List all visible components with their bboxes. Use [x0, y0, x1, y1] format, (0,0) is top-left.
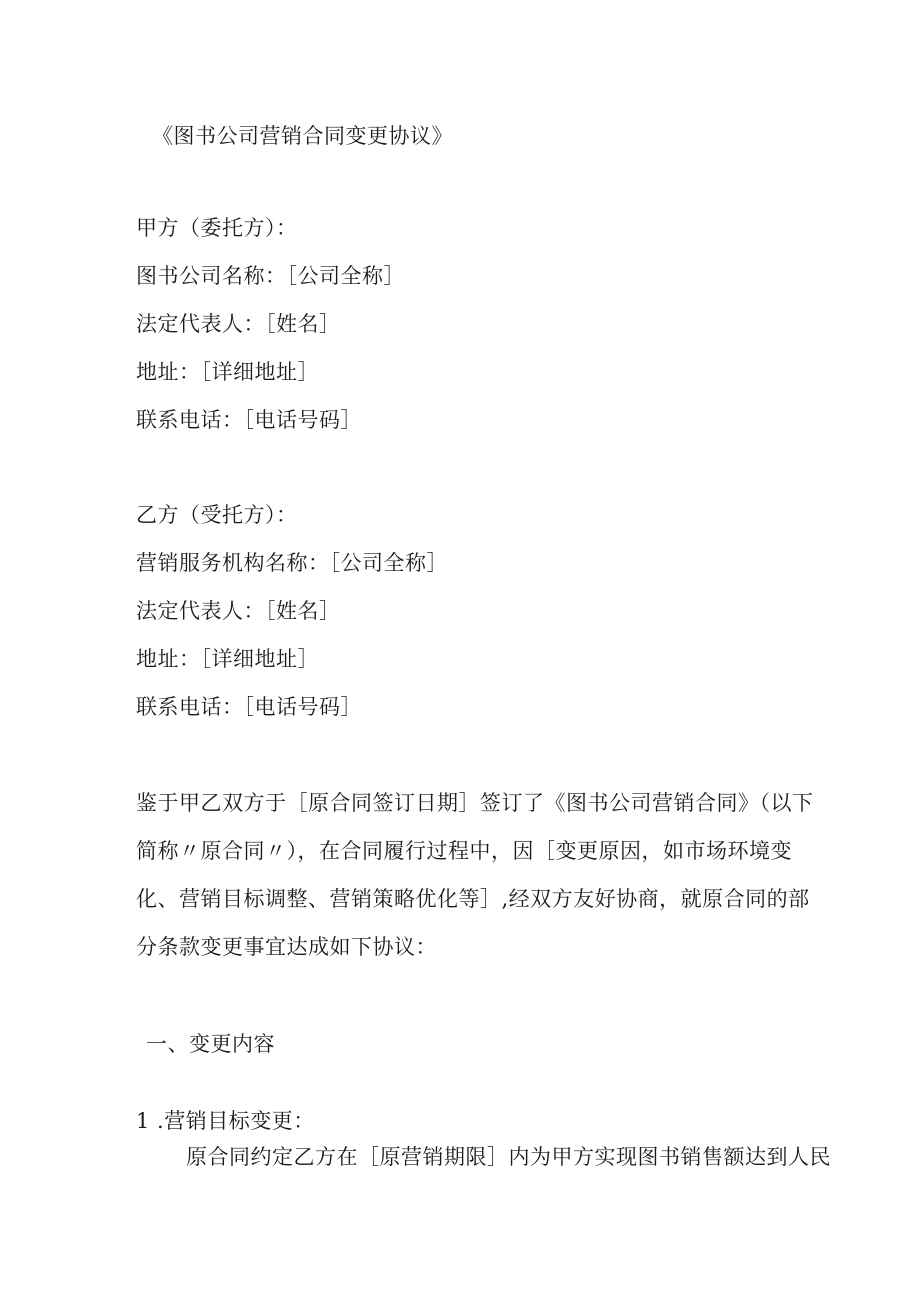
intro-line: 化、营销目标调整、营销策略优化等］,经双方友好协商，就原合同的部	[136, 887, 810, 911]
clause-heading: 1 .营销目标变更：	[136, 1109, 315, 1133]
party-b-address: 地址：［详细地址］	[136, 647, 319, 671]
party-a-representative: 法定代表人：［姓名］	[136, 312, 341, 336]
intro-line: 分条款变更事宜达成如下协议：	[136, 935, 437, 959]
section-heading: 一、变更内容	[146, 1032, 275, 1056]
document-title: 《图书公司营销合同变更协议》	[152, 124, 453, 148]
party-b-phone: 联系电话：［电话号码］	[136, 695, 362, 719]
intro-line: 简称〃原合同〃），在合同履行过程中，因［变更原因，如市场环境变	[136, 839, 792, 863]
intro-line: 鉴于甲乙双方于［原合同签订日期］签订了《图书公司营销合同》（以下	[136, 791, 814, 815]
party-a-phone: 联系电话：［电话号码］	[136, 408, 362, 432]
party-a-address: 地址：［详细地址］	[136, 360, 319, 384]
party-b-company-name: 营销服务机构名称：［公司全称］	[136, 551, 448, 575]
party-b-representative: 法定代表人：［姓名］	[136, 599, 341, 623]
party-a-company-name: 图书公司名称：［公司全称］	[136, 264, 405, 288]
party-b-heading: 乙方（受托方）：	[136, 503, 298, 527]
party-a-heading: 甲方（委托方）：	[136, 216, 298, 240]
clause-body: 原合同约定乙方在［原营销期限］内为甲方实现图书销售额达到人民	[186, 1145, 831, 1169]
